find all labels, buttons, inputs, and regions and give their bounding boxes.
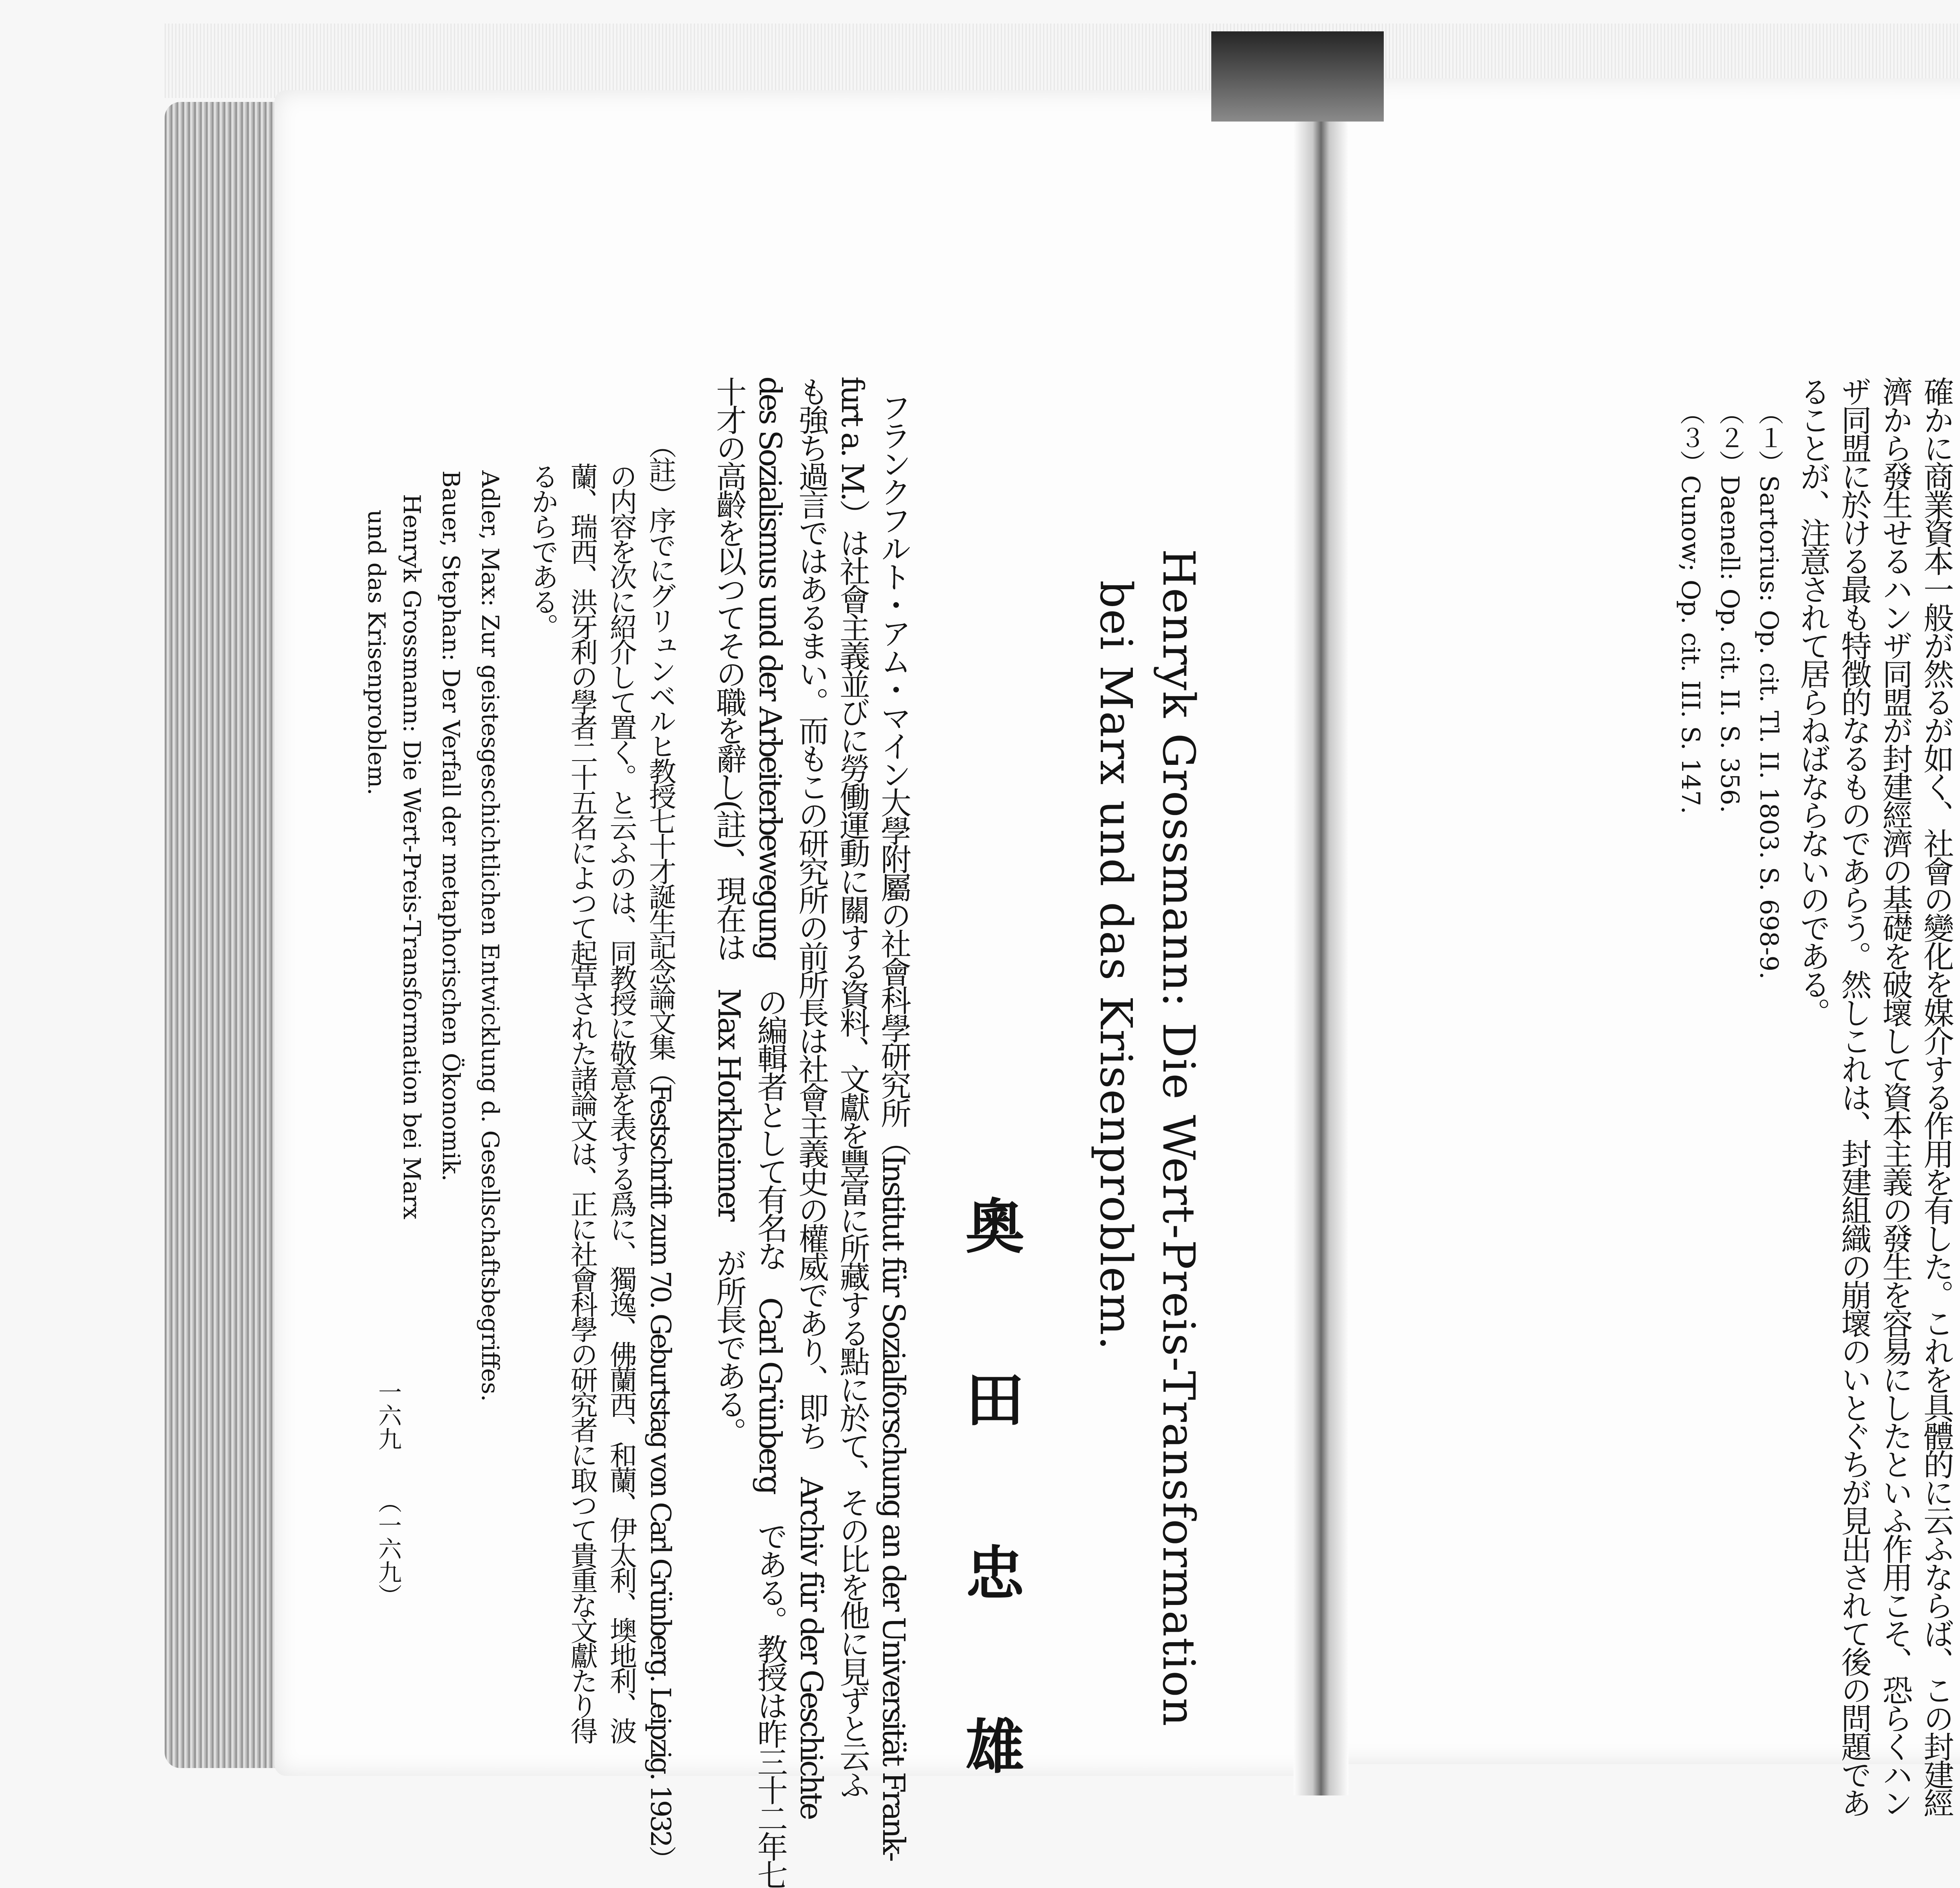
page-number-left: 一六九 — [374, 1380, 402, 1450]
article-title-line-2: bei Marx und das Krisenproblem. — [1090, 580, 1141, 1351]
right-body-line-8: ることが、注意されて居らねばならないのである。 — [1795, 376, 1830, 1026]
left-body-line-3: も強ち過言ではあるまい。而もこの研究所の前所長は社會主義史の權威であり、即ち Archiv für der Geschichte — [793, 376, 829, 1818]
note-line-1: （註）序でにグリュンベルヒ教授七十才誕生記念論文集（Festschrift zum 70. Geburtstag von Carl Grünberg. Leipzig. 1932） — [644, 431, 677, 1871]
left-body-line-1: フランクフルト・アム・マイン大學附屬の社會科學研究所（Institut für Sozialforschung an der Universität Frank- — [876, 392, 911, 1860]
left-body-line-4: des Sozialismus und der Arbeiterbewegung の編輯者として有名な Carl Grünberg である。教授は昨三十二年七 — [752, 376, 788, 1888]
reference-4: und das Krisenproblem. — [363, 510, 390, 795]
right-body-line-7: ザ同盟に於ける最も特徴的なるものであらう。然しこれは、封建組織の崩壞のいとぐちが見出されて後の問題であ — [1836, 376, 1871, 1816]
note-line-2: の内容を次に紹介して置く。と云ふのは、同教授に敬意を表する爲に、獨逸、佛蘭西、和蘭、伊太利、墺地利、波 — [605, 463, 637, 1742]
note-line-4: るからである。 — [527, 463, 559, 638]
left-page-edges — [165, 102, 278, 1768]
reference-2: Bauer, Stephan: Der Verfall der metaphorischen Ökonomik. — [437, 470, 465, 1182]
binding-shadow — [1211, 31, 1384, 122]
article-title-line-1: Henryk Grossmann: Die Wert-Preis-Transformation — [1153, 549, 1204, 1727]
footnote-2: （２）Daenell: Op. cit. II. S. 356. — [1715, 400, 1744, 813]
footnote-1: （１）Sartorius: Op. cit. Tl. II. 1803. S. 698-9. — [1754, 400, 1783, 980]
page-number-left-paren: （一六九） — [374, 1490, 402, 1607]
book-gutter — [1294, 31, 1348, 1795]
left-body-line-2: furt a. M.）は社會主義並びに勞働運動に關する資料、文獻を豐富に所藏する點に於て、その比を他に見ずと云ふ — [835, 376, 870, 1798]
author-name: 奧 田 忠 雄 — [955, 1196, 1024, 1822]
reference-1: Adler, Max: Zur geistesgeschichtlichen Entwicklung d. Gesellschaftsbegriffes. — [476, 470, 504, 1402]
note-line-3: 蘭、瑞西、洪牙利の學者二十五名によつて起草された諸論文は、正に社會科學の研究者に取つて貴重な文獻たり得 — [566, 463, 598, 1742]
left-body-line-5: 十才の高齡を以つてその職を辭し(註)、現在は Max Horkheimer が所長である。 — [711, 376, 746, 1445]
right-body-line-5: 確かに商業資本一般が然るが如く、社會の變化を媒介する作用を有した。これを具體的に云ふならば、この封建經 — [1918, 376, 1954, 1816]
right-body-line-6: 濟から發生せるハンザ同盟が封建經濟の基礎を破壞して資本主義の發生を容易にしたといふ作用こそ、恐らくハン — [1877, 376, 1913, 1816]
reference-3: Henryk Grossmann: Die Wert-Preis-Transformation bei Marx — [398, 494, 425, 1220]
footnote-3: （３）Cunow; Op. cit. III. S. 147. — [1676, 400, 1705, 814]
